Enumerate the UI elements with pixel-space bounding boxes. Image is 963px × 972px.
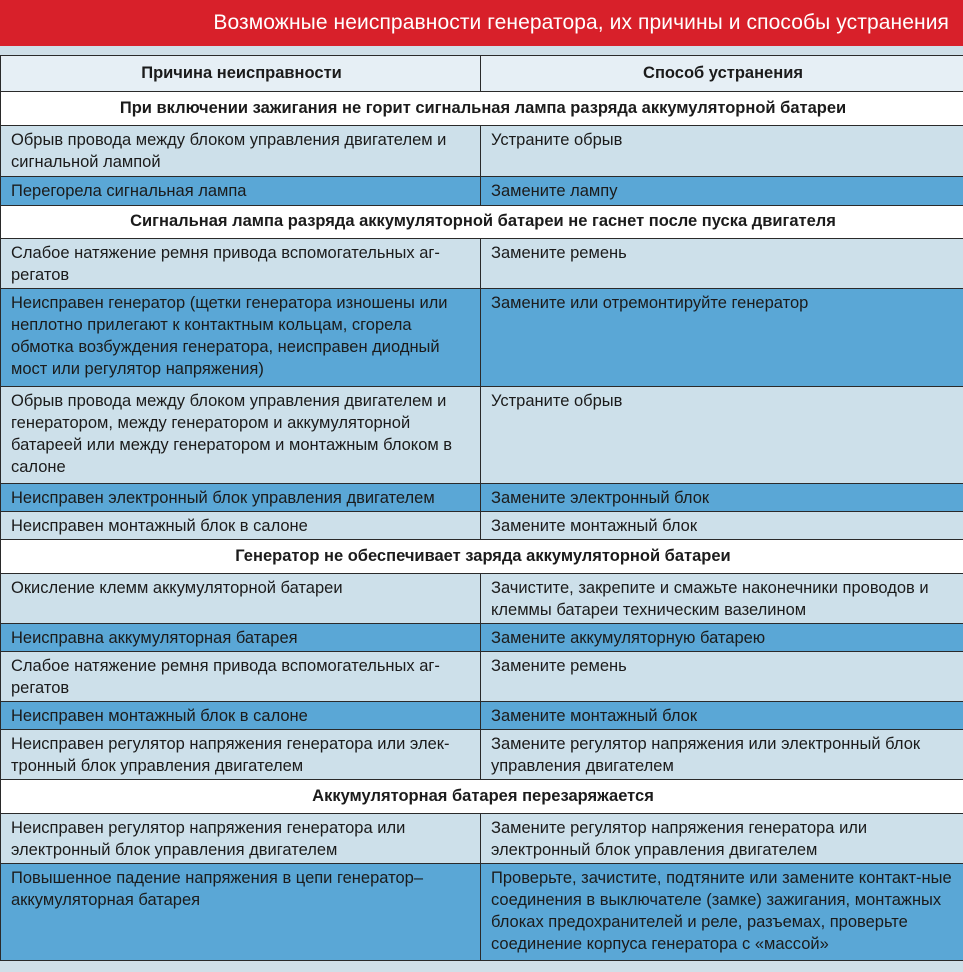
- table-row: [1, 624, 963, 652]
- table-row: [1, 484, 963, 512]
- faults-table: [0, 55, 963, 961]
- header-row: [1, 56, 963, 92]
- remedy-cell: Зачистите, закрепите и смажьте наконечники проводов и клеммы батареи техническим вазелином: [481, 574, 963, 624]
- cause-cell: Неисправен регулятор напряжения генератора или электронный блок управления двигателем: [1, 814, 481, 864]
- table-row: [1, 239, 963, 289]
- cause-cell: Слабое натяжение ремня привода вспомогательных аг-регатов: [1, 652, 481, 702]
- table-row: [1, 574, 963, 624]
- remedy-cell: Замените монтажный блок: [481, 512, 963, 540]
- remedy-cell: Замените или отремонтируйте генератор: [481, 289, 963, 387]
- cause-cell: Повышенное падение напряжения в цепи генератор–аккумуляторная батарея: [1, 864, 481, 961]
- remedy-cell: Проверьте, зачистите, подтяните или замените контакт-ные соединения в выключателе (замке) зажигания, монтажных блоках предохранителей и реле, разъемах, проверьте соединение корпуса генератора с «массой»: [481, 864, 963, 961]
- section-heading: Генератор не обеспечивает заряда аккумуляторной батареи: [1, 540, 963, 574]
- section-row: [1, 540, 963, 574]
- cause-cell: Неисправен регулятор напряжения генератора или элек-тронный блок управления двигателем: [1, 730, 481, 780]
- table-row: [1, 177, 963, 206]
- section-row: [1, 92, 963, 126]
- remedy-cell: Замените ремень: [481, 239, 963, 289]
- remedy-cell: Замените аккумуляторную батарею: [481, 624, 963, 652]
- section-heading: Аккумуляторная батарея перезаряжается: [1, 780, 963, 814]
- remedy-cell: Замените регулятор напряжения генератора или электронный блок управления двигателем: [481, 814, 963, 864]
- section-heading: При включении зажигания не горит сигнальная лампа разряда аккумуляторной батареи: [1, 92, 963, 126]
- cause-cell: Слабое натяжение ремня привода вспомогательных аг-регатов: [1, 239, 481, 289]
- header-remedy: Способ устранения: [481, 56, 963, 92]
- cause-cell: Неисправен электронный блок управления двигателем: [1, 484, 481, 512]
- cause-cell: Неисправен генератор (щетки генератора изношены или неплотно прилегают к контактным кольцам, сгорела обмотка возбуждения генератора, неисправен диодный мост или регулятор напряжения): [1, 289, 481, 387]
- remedy-cell: Устраните обрыв: [481, 387, 963, 484]
- title-bar: [0, 0, 963, 46]
- header-cause: Причина неисправности: [1, 56, 481, 92]
- table-row: [1, 126, 963, 177]
- remedy-cell: Замените ремень: [481, 652, 963, 702]
- table-row: [1, 730, 963, 780]
- remedy-cell: Замените монтажный блок: [481, 702, 963, 730]
- remedy-cell: Замените лампу: [481, 177, 963, 206]
- section-row: [1, 780, 963, 814]
- table-row: [1, 864, 963, 961]
- cause-cell: Неисправен монтажный блок в салоне: [1, 512, 481, 540]
- cause-cell: Обрыв провода между блоком управления двигателем и генератором, между генератором и аккумуляторной батареей или между генератором и монтажным блоком в салоне: [1, 387, 481, 484]
- spacer: [0, 46, 963, 55]
- section-heading: Сигнальная лампа разряда аккумуляторной батареи не гаснет после пуска двигателя: [1, 206, 963, 239]
- cause-cell: Перегорела сигнальная лампа: [1, 177, 481, 206]
- table-row: [1, 652, 963, 702]
- table-row: [1, 289, 963, 387]
- cause-cell: Неисправен монтажный блок в салоне: [1, 702, 481, 730]
- remedy-cell: Замените регулятор напряжения или электронный блок управления двигателем: [481, 730, 963, 780]
- page-title: Возможные неисправности генератора, их причины и способы устранения: [213, 11, 949, 34]
- cause-cell: Окисление клемм аккумуляторной батареи: [1, 574, 481, 624]
- section-row: [1, 206, 963, 239]
- table-row: [1, 814, 963, 864]
- remedy-cell: Замените электронный блок: [481, 484, 963, 512]
- cause-cell: Неисправна аккумуляторная батарея: [1, 624, 481, 652]
- table-row: [1, 702, 963, 730]
- cause-cell: Обрыв провода между блоком управления двигателем и сигнальной лампой: [1, 126, 481, 177]
- remedy-cell: Устраните обрыв: [481, 126, 963, 177]
- table-row: [1, 387, 963, 484]
- table-row: [1, 512, 963, 540]
